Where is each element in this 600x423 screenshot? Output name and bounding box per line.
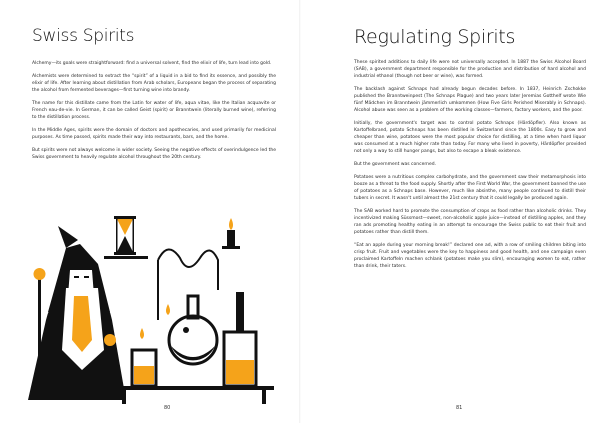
paragraph: Alchemists were determined to extract the “spirit” of a liquid in a bid to find its essence, and possibly the elixir of life. After learning about distillation from Arab scholars, Europeans began the process of separating the alcohol from fermented beverages—first turning wine into brandy. — [32, 74, 276, 93]
paragraph: Initially, the government's target was to control potato Schnaps (Härdöpfler). Also known as Kartoffelbrand, potato Schnaps has been distilled in Switzerland since the 1800s. Easy to grow and cheaper than wine, potatoes were the most popular choice for distilling, at a time when hard liquor was consumed at a much higher rate than today. For many who lived in poverty, Härdöpfler provided not only a way to still hunger pangs, but also to escape a bleak existence. — [354, 121, 586, 154]
beaker-icon — [132, 350, 156, 386]
page-title: Regulating Spirits — [354, 26, 516, 48]
alchemist-figure — [28, 226, 126, 400]
vessel-icon — [224, 292, 256, 386]
page-title: Swiss Spirits — [32, 26, 135, 46]
shelf — [104, 256, 148, 259]
paragraph: But the government was concerned. — [354, 162, 437, 167]
droplet-icon — [140, 328, 144, 339]
right-page — [300, 0, 600, 423]
paragraph: But spirits were not always welcome in wider society. Seeing the negative effects of overindulgence led the Swiss government to heavily regulate alcohol throughout the 20th century. — [32, 148, 276, 160]
body-text — [354, 59, 586, 276]
candle-icon — [222, 218, 240, 249]
paragraph: The backlash against Schnaps had already begun decades before. In 1837, Heinrich Zschokke published the Branntweinpest (The Schnaps Plague) and two years later Jeremias Gotthelf wrote Wie fünf Mädchen im Branntwein jämmerlich umkommen (How Five Girls Perished Miserably in Schnaps). Alcohol abuse was seen as a problem of the working classes—farmers, factory workers, and the poor. — [354, 87, 586, 113]
round-flask-icon — [169, 296, 217, 364]
paragraph: Alchemy—its goals were straightforward: find a universal solvent, find the elixir of life, turn lead into gold. — [32, 61, 272, 66]
page-number: 81 — [456, 405, 463, 411]
paragraph: Potatoes were a nutritious complex carbohydrate, and the government saw their metamorphosis into booze as a threat to the food supply. Shortly after the First World War, the government banned the use of potatoes as a Schnaps base. However, much like absinthe, many people continued to distill their tubers in secret. It wasn't until almost the 21st century that it could legally be produced again. — [354, 175, 586, 201]
hourglass-icon — [114, 216, 136, 255]
droplet-icon — [166, 304, 170, 315]
paragraph: In the Middle Ages, spirits were the domain of doctors and apothecaries, and used primarily for medicinal purposes. As time passed, spirits made their way into restaurants, bars, and the home. — [32, 128, 276, 140]
paragraph: “Eat an apple during your morning break!” declared one ad, with a row of smiling children biting into crisp fruit. Fruit and vegetables were the key to happiness and good health, and one campaign even proclaimed Kartoffeln machen schlank (potatoes make you slim), encouraging women to eat, rather than drink, their taters. — [354, 243, 586, 269]
page-number: 80 — [164, 405, 171, 411]
coil-tube — [158, 249, 218, 290]
paragraph: The SAB worked hard to promote the consumption of crops as food rather than alcoholic drinks. They incentivized making Süssmost—sweet, non-alcoholic apple juice—instead of distilling apples, and they ran ads promoting healthy eating in an attempt to encourage the Swiss public to eat their fruit and potatoes rather than distill them. — [354, 209, 586, 235]
alchemist-illustration — [18, 200, 280, 405]
paragraph: These spirited additions to daily life were not universally accepted. In 1887 the Swiss Alcohol Board (SAB), a government department responsible for the production and distribution of hard alcohol and industrial ethanol (though not beer or wine), was formed. — [354, 60, 586, 79]
paragraph: The name for this distillate came from the Latin for water of life, aqua vitae, like the Italian acquavite or French eau-de-vie. In German, it can be called Geist (spirit) or Branntwein (literally burned wine), referring to the distillation process. — [32, 101, 276, 120]
body-text — [32, 60, 276, 167]
